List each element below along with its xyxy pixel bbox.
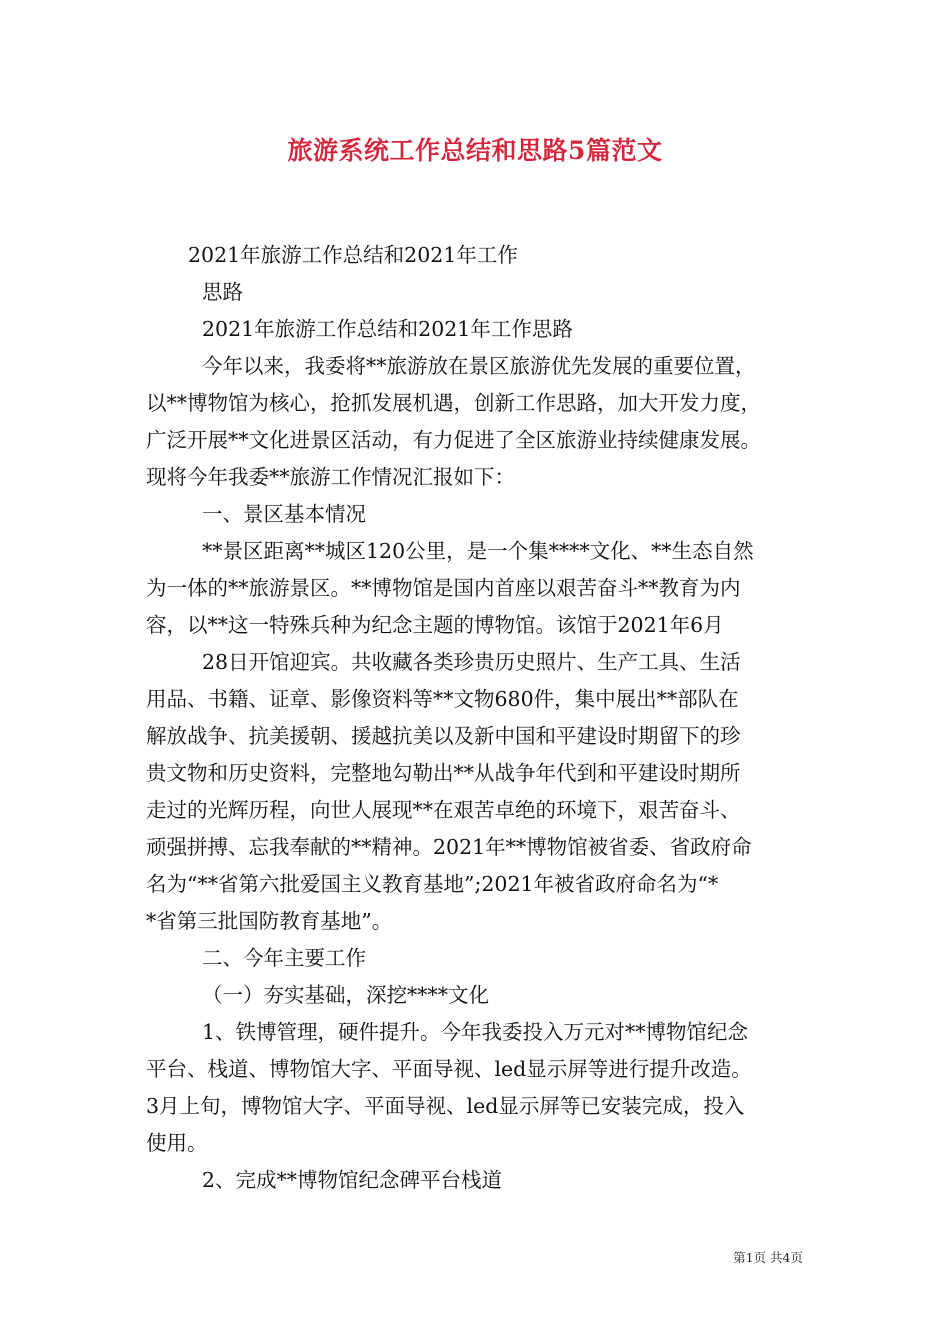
paragraph-line: 用品、书籍、证章、影像资料等**文物680件，集中展出**部队在 <box>146 687 739 711</box>
paragraph-line: 2、完成**博物馆纪念碑平台栈道 <box>202 1168 503 1192</box>
paragraph-line: 28日开馆迎宾。共收藏各类珍贵历史照片、生产工具、生活 <box>202 650 741 674</box>
subsection-heading: （一）夯实基础，深挖****文化 <box>202 983 489 1007</box>
paragraph-line: 3月上旬，博物馆大字、平面导视、led显示屏等已安装完成，投入 <box>146 1094 745 1118</box>
paragraph-line: 使用。 <box>146 1131 208 1155</box>
paragraph-line: 容，以**这一特殊兵种为纪念主题的博物馆。该馆于2021年6月 <box>146 613 724 637</box>
subtitle-line-continued: 思路 <box>202 280 243 304</box>
page-number-footer: 第1页 共4页 <box>733 1250 803 1265</box>
paragraph-line: 以**博物馆为核心，抢抓发展机遇，创新工作思路，加大开发力度， <box>146 391 761 415</box>
paragraph-line: 1、铁博管理，硬件提升。今年我委投入万元对**博物馆纪念 <box>202 1020 749 1044</box>
section-heading: 2021年旅游工作总结和2021年工作思路 <box>202 317 573 341</box>
paragraph-line: 今年以来，我委将**旅游放在景区旅游优先发展的重要位置， <box>202 354 756 378</box>
paragraph-line: 走过的光辉历程，向世人展现**在艰苦卓绝的环境下，艰苦奋斗、 <box>146 798 741 822</box>
paragraph-line: 解放战争、抗美援朝、援越抗美以及新中国和平建设时期留下的珍 <box>146 724 741 748</box>
document-title: 旅游系统工作总结和思路5篇范文 <box>287 136 663 165</box>
paragraph-line: 顽强拼搏、忘我奉献的**精神。2021年**博物馆被省委、省政府命 <box>146 835 752 859</box>
paragraph-line: 为一体的**旅游景区。**博物馆是国内首座以艰苦奋斗**教育为内 <box>146 576 741 600</box>
section-heading-basic-info: 一、景区基本情况 <box>202 502 366 526</box>
paragraph-line: 名为“**省第六批爱国主义教育基地”;2021年被省政府命名为“* <box>146 872 719 896</box>
section-heading-main-work: 二、今年主要工作 <box>202 946 366 970</box>
paragraph-line: *省第三批国防教育基地”。 <box>146 909 393 933</box>
paragraph-line: **景区距离**城区120公里，是一个集****文化、**生态自然 <box>202 539 754 563</box>
paragraph-line: 广泛开展**文化进景区活动，有力促进了全区旅游业持续健康发展。 <box>146 428 761 452</box>
paragraph-line: 平台、栈道、博物馆大字、平面导视、led显示屏等进行提升改造。 <box>146 1057 752 1081</box>
subtitle-line: 2021年旅游工作总结和2021年工作 <box>188 243 518 267</box>
paragraph-line: 现将今年我委**旅游工作情况汇报如下： <box>146 465 515 489</box>
paragraph-line: 贵文物和历史资料，完整地勾勒出**从战争年代到和平建设时期所 <box>146 761 741 785</box>
